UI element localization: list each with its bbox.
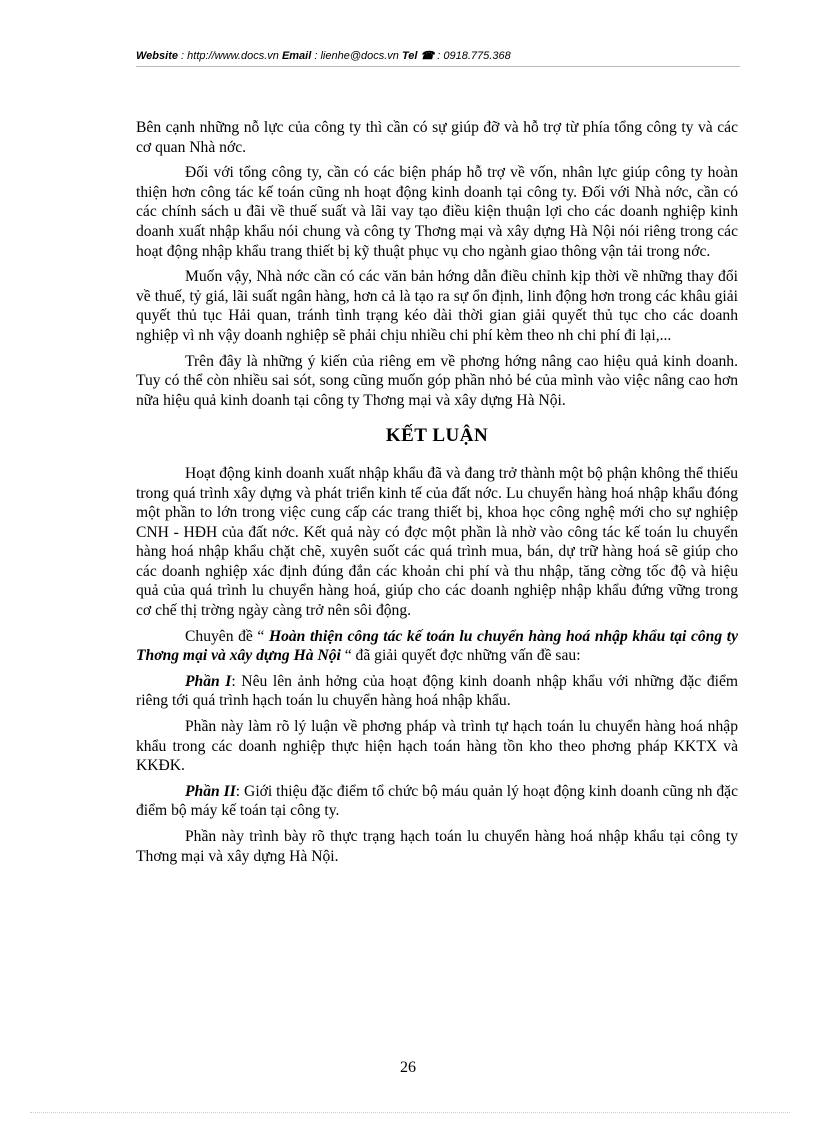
body-text xyxy=(136,118,738,872)
part-2-detail: Phần này trình bày rõ thực trạng hạch toán lu chuyển hàng hoá nhập khẩu tại công ty Thơng mại và xây dựng Hà Nội. xyxy=(136,828,738,865)
website-value: : http://www.docs.vn xyxy=(181,50,279,62)
section-heading-conclusion: KẾT LUẬN xyxy=(385,425,489,447)
paragraph-corporation: Đối với tổng công ty, cần có các biện pháp hỗ trợ về vốn, nhân lực giúp công ty hoàn thiện hơn công tác kế toán cũng nh hoạt động kinh doanh tại công ty. Đối với Nhà nớc, cần có các chính sách u đãi về thuế suất và lãi vay tạo điều kiện thuận lợi cho các doanh nghiệp kinh doanh xuất nhập khẩu nói chung và công ty Thơng mại và xây dựng Hà Nội nói riêng trong các hoạt động nhập khẩu trang thiết bị kỹ thuật phục vụ cho ngành giao thông vận tải trong nớc. xyxy=(136,164,738,260)
part-1-text: : Nêu lên ảnh hởng của hoạt động kinh doanh nhập khẩu với những đặc điểm riêng tới quá trình hạch toán lu chuyển hàng hoá nhập khẩu. xyxy=(136,672,738,710)
page-header xyxy=(136,49,740,62)
part-2-label: Phần II xyxy=(185,782,236,800)
tel-label: Tel xyxy=(401,50,418,62)
conclusion-lead-in: Chuyên đề “ xyxy=(185,627,269,645)
phone-icon: ☎ xyxy=(420,50,435,62)
part-1-summary xyxy=(136,672,738,711)
conclusion-paragraph-2 xyxy=(136,627,738,666)
footer-divider xyxy=(30,1112,790,1113)
page-number: 26 xyxy=(400,1059,416,1076)
part-2-text: : Giới thiệu đặc điểm tổ chức bộ máu quản lý hoạt động kinh doanh cũng nh đặc điểm bộ máy kế toán tại công ty. xyxy=(136,782,739,820)
conclusion-paragraph-1: Hoạt động kinh doanh xuất nhập khẩu đã và đang trở thành một bộ phận không thể thiếu trong quá trình xây dựng và phát triển kinh tế của đất nớc. Lu chuyển hàng hoá nhập khẩu đóng một phần to lớn trong việc cung cấp các trang thiết bị, khoa học công nghệ mới cho sự nghiệp CNH - HĐH của đất nớc. Kết quả này có đợc một phần là nhờ vào công tác kế toán lu chuyển hàng hoá nhập khẩu chặt chẽ, xuyên suốt các quá trình mua, bán, dự trữ hàng hoá sẽ giúp cho các doanh nghiệp xác định đúng đắn các khoản chi phí và thu nhập, tăng cờng tốc độ và hiệu quả của quá trình lu chuyển hàng hoá, giúp cho các doanh nghiệp nhập khẩu đứng vững trong cơ chế thị trờng ngày càng trở nên sôi động. xyxy=(136,464,738,620)
conclusion-lead-out: “ đã giải quyết đợc những vấn đề sau: xyxy=(340,647,581,665)
website-label: Website xyxy=(136,50,178,62)
paragraph-closing-remarks: Trên đây là những ý kiến của riêng em về phơng hớng nâng cao hiệu quả kinh doanh. Tuy có thể còn nhiều sai sót, song cũng muốn góp phần nhỏ bé của mình vào việc nâng cao hơn nữa hiệu quả kinh doanh tại công ty Thơng mại và xây dựng Hà Nội. xyxy=(136,352,738,409)
part-1-label: Phần I xyxy=(185,672,232,690)
paragraph-support: Bên cạnh những nỗ lực của công ty thì cần có sự giúp đỡ và hỗ trợ từ phía tổng công ty và các cơ quan Nhà nớc. xyxy=(136,119,738,156)
tel-value: : 0918.775.368 xyxy=(437,50,511,62)
thesis-title: Hoàn thiện công tác kế toán lu chuyển hàng hoá nhập khẩu tại công ty Thơng mại và xây dựng Hà Nội xyxy=(136,627,738,665)
part-1-detail: Phần này làm rõ lý luận về phơng pháp và trình tự hạch toán lu chuyển hàng hoá nhập khẩu trong các doanh nghiệp thực hiện hạch toán hàng tồn kho theo phơng pháp KKTX và KKĐK. xyxy=(136,718,738,775)
email-label: Email xyxy=(281,50,312,62)
header-divider xyxy=(136,66,740,67)
paragraph-state: Muốn vậy, Nhà nớc cần có các văn bản hớng dẫn điều chỉnh kịp thời về những thay đổi về thuế, tỷ giá, lãi suất ngân hàng, hơn cả là tạo ra sự ổn định, linh động hơn trong các khâu giải quyết thủ tục Hải quan, tránh tình trạng kéo dài thời gian giải quyết thủ tục cho các doanh nghiệp vì nh vậy doanh nghiệp sẽ phải chịu nhiều chi phí kèm theo nh chi phí đi lại,... xyxy=(136,268,738,344)
part-2-summary xyxy=(136,782,738,821)
email-value: : lienhe@docs.vn xyxy=(314,50,399,62)
